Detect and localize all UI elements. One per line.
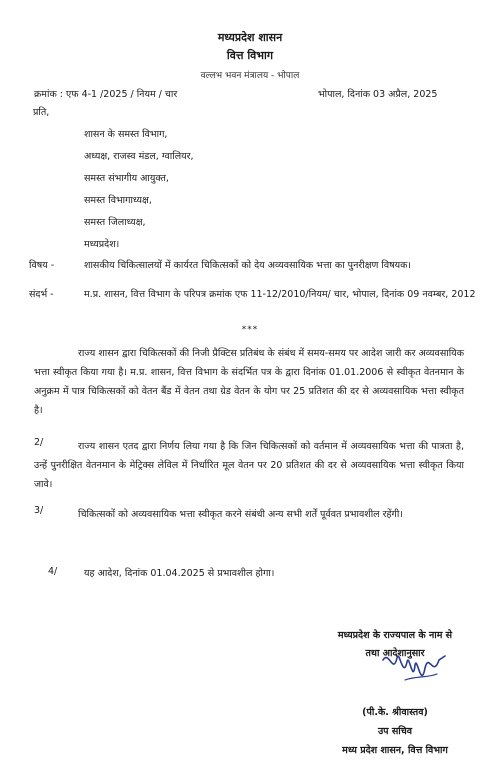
subject-text: शासकीय चिकित्सालयों में कार्यरत चिकित्सकों को देय अव्यवसायिक भत्ता का पुनरीक्षण विषयक।	[84, 260, 412, 271]
signature-authority-line1: मध्यप्रदेश के राज्यपाल के नाम से	[337, 630, 453, 641]
signatory-designation: उप सचिव	[377, 726, 413, 737]
subject-label: विषय -	[29, 260, 55, 271]
reference-label: संदर्भ -	[29, 289, 54, 300]
addressee-item: अध्यक्ष, राजस्व मंडल, ग्वालियर,	[84, 151, 194, 162]
addressee-label: प्रति,	[33, 107, 50, 118]
separator: ***	[241, 325, 259, 335]
paragraph-2: राज्य शासन एतद द्वारा निर्णय लिया गया है कि जिन चिकित्सकों को वर्तमान में अव्यवसायिक भत्ता की पात्रता है, उन्हें पुनरीक्षित वेतनमान के मेट्रिक्स लेविल में निर्धारित मूल वेतन पर 20 प्रतिशत की दर से अव्यवसायिक भत्ता स्वीकृत किया जावे।	[34, 441, 464, 490]
paragraph-4-number: 4/	[48, 566, 58, 577]
paragraph-3: चिकित्सकों को अव्यवसायिक भत्ता स्वीकृत करने संबंधी अन्य सभी शर्तें पूर्ववत प्रभावशील रहेंगी।	[78, 509, 403, 520]
header-department: वित्त विभाग	[226, 49, 274, 62]
handwritten-signature	[375, 640, 455, 695]
addressee-item: समस्त विभागाध्यक्ष,	[84, 195, 152, 206]
reference-text: म.प्र. शासन, वित्त विभाग के परिपत्र क्रमांक एफ 11-12/2010/नियम/ चार, भोपाल, दिनांक 09 नवम्बर, 2012	[84, 289, 476, 300]
signatory-department: मध्य प्रदेश शासन, वित्त विभाग	[342, 745, 448, 756]
paragraph-4: यह आदेश, दिनांक 01.04.2025 से प्रभावशील होगा।	[84, 568, 275, 579]
order-number: क्रमांक : एफ 4-1 /2025 / नियम / चार	[34, 89, 178, 100]
signatory-name: (पी.के. श्रीवास्तव)	[362, 707, 428, 718]
paragraph-3-number: 3/	[34, 505, 44, 516]
paragraph-1: राज्य शासन द्वारा चिकित्सकों की निजी प्रैक्टिस प्रतिबंध के संबंध में समय-समय पर आदेश जारी कर अव्यवसायिक भत्ता स्वीकृत किया गया है। म.प्र. शासन, वित्त विभाग के संदर्भित पत्र के द्वारा दिनांक 01.01.2006 से स्वीकृत वेतनमान के अनुक्रम में पात्र चिकित्सकों को वेतन बैंड में वेतन तथा ग्रेड वेतन के योग पर 25 प्रतिशत की दर से अव्यवसायिक भत्ता स्वीकृत है।	[34, 348, 464, 416]
signature-authority-line2: तथा आदेशानुसार	[365, 648, 425, 659]
header-address: वल्लभ भवन मंत्रालय - भोपाल	[200, 71, 300, 81]
addressee-item: शासन के समस्त विभाग,	[84, 129, 168, 140]
addressee-item: समस्त संभागीय आयुक्त,	[84, 173, 169, 184]
header-government: मध्यप्रदेश शासन	[217, 31, 283, 44]
addressee-item: समस्त जिलाध्यक्ष,	[84, 217, 146, 228]
addressee-item: मध्यप्रदेश।	[84, 239, 120, 250]
paragraph-2-number: 2/	[34, 437, 44, 448]
order-place-date: भोपाल, दिनांक 03 अप्रैल, 2025	[318, 89, 438, 100]
